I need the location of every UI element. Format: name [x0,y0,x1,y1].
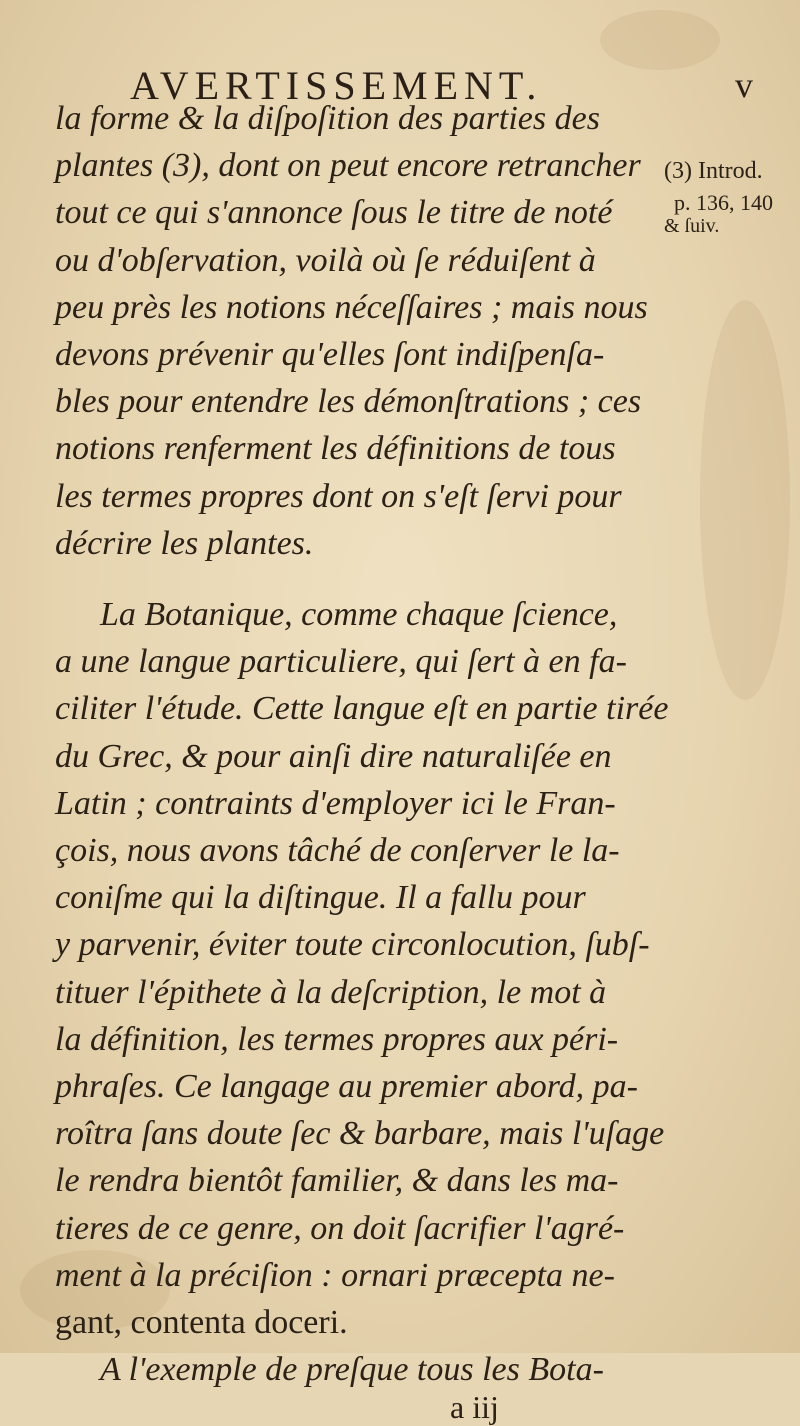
paper-stain [600,10,720,70]
margin-note-ref: (3) Introd. [664,158,763,184]
running-title: AVERTISSEMENT. [130,63,543,108]
text-line: du Grec, & pour ainſi dire naturaliſée en [55,737,612,775]
paper-stain [700,300,790,700]
margin-note-pages: p. 136, 140 [674,190,773,215]
text-line: tout ce qui s'annonce ſous le titre de noté [55,194,613,232]
text-line: tieres de ce genre, on doit ſacrifier l'agré- [55,1209,625,1247]
text-line: devons prévenir qu'elles ſont indiſpenſa- [55,336,605,373]
text-line: ment à la préciſion : ornari præcepta ne- [55,1256,615,1294]
margin-note-suiv: & ſuiv. [664,215,720,237]
text-line: notions renferment les définitions de tous [55,430,616,468]
text-line: y parvenir, éviter toute circonlocution, ſubſ- [55,926,650,964]
text-line: peu près les notions néceſſaires ; mais nous [55,288,648,326]
text-line: les termes propres dont on s'eſt ſervi pour [55,477,622,515]
text-line: plantes (3), dont on peut encore retrancher [55,147,641,185]
page-number: v [735,65,753,105]
text-line: Latin ; contraints d'employer ici le Fran- [55,784,616,822]
text-line: a une langue particuliere, qui ſert à en fa- [55,643,627,681]
text-line: la définition, les termes propres aux péri- [55,1020,619,1058]
text-line: A l'exemple de preſque tous les Bota- [100,1351,604,1389]
signature-mark: a iij [450,1389,499,1426]
text-line: ou d'obſervation, voilà où ſe réduiſent à [55,241,596,279]
text-line: la forme & la diſpoſition des parties des [55,100,600,137]
text-line: ciliter l'étude. Cette langue eſt en partie tirée [55,690,669,728]
text-line: le rendra bientôt familier, & dans les ma- [55,1162,619,1200]
text-line: roîtra ſans doute ſec & barbare, mais l'uſage [55,1115,665,1153]
text-line: coniſme qui la diſtingue. Il a fallu pour [55,879,586,917]
text-line: bles pour entendre les démonſtrations ; ces [55,383,642,421]
text-line: çois, nous avons tâché de conſerver le la- [55,832,620,869]
text-line: La Botanique, comme chaque ſcience, [100,596,618,633]
text-line: décrire les plantes. [55,524,314,562]
text-line: tituer l'épithete à la deſcription, le mot à [55,973,607,1011]
text-line: phraſes. Ce langage au premier abord, pa- [55,1068,638,1105]
text-line: gant, contenta doceri. [55,1304,348,1341]
